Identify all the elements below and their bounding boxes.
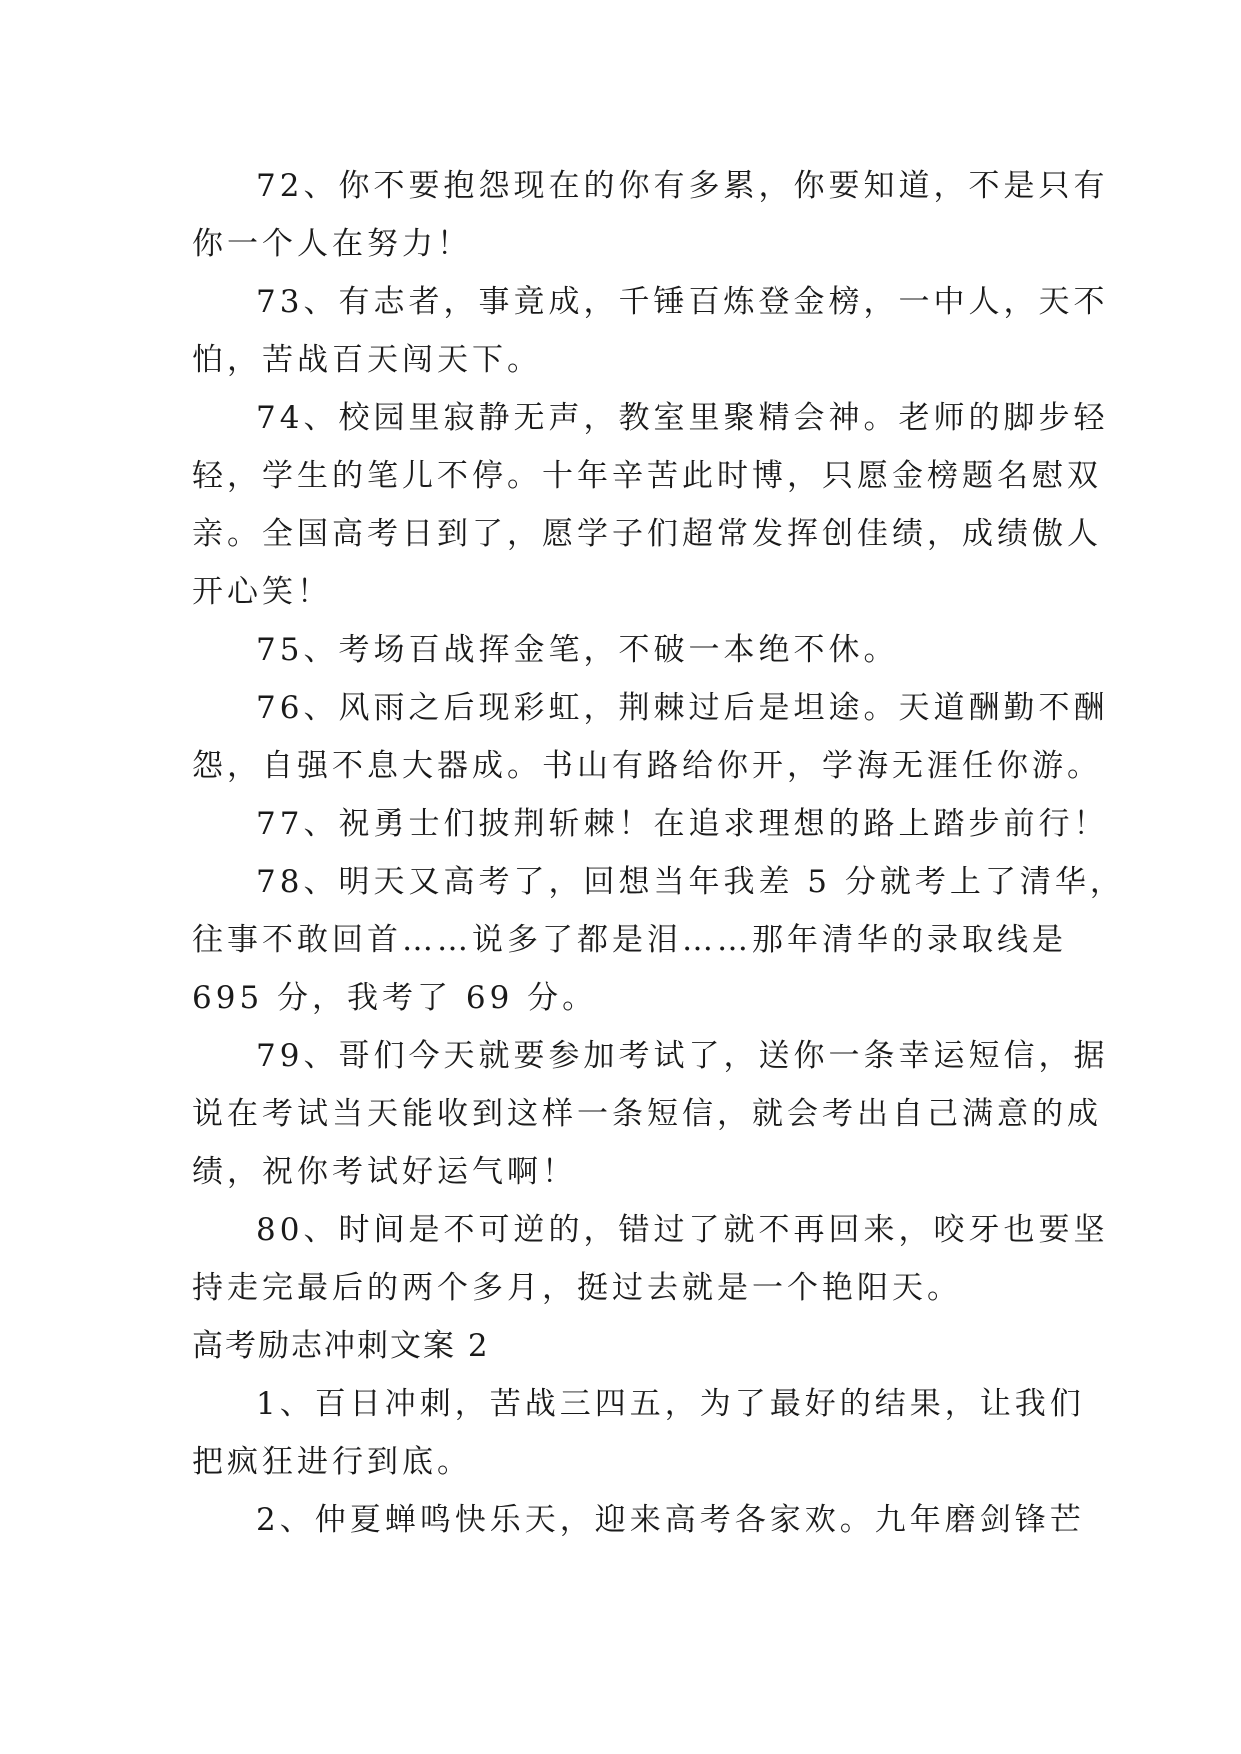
paragraph-73-line-1: 73、有志者，事竟成，千锤百炼登金榜，一中人，天不 <box>256 284 1109 320</box>
paragraph-76-line-2: 怨，自强不息大器成。书山有路给你开，学海无涯任你游。 <box>192 748 1102 784</box>
paragraph-1-line-1: 1、百日冲刺，苦战三四五，为了最好的结果，让我们 <box>256 1386 1085 1422</box>
paragraph-1-line-2: 把疯狂进行到底。 <box>192 1444 472 1480</box>
paragraph-80-line-1: 80、时间是不可逆的，错过了就不再回来，咬牙也要坚 <box>256 1212 1109 1248</box>
paragraph-76-line-1: 76、风雨之后现彩虹，荆棘过后是坦途。天道酬勤不酬 <box>256 690 1109 726</box>
paragraph-80-line-2: 持走完最后的两个多月，挺过去就是一个艳阳天。 <box>192 1270 962 1306</box>
paragraph-75-line-1: 75、考场百战挥金笔，不破一本绝不休。 <box>256 632 899 668</box>
paragraph-74-line-4: 开心笑！ <box>192 574 332 610</box>
paragraph-74-line-2: 轻，学生的笔儿不停。十年辛苦此时博，只愿金榜题名慰双 <box>192 458 1102 494</box>
section-heading: 高考励志冲刺文案 2 <box>192 1328 490 1364</box>
paragraph-72-line-2: 你一个人在努力！ <box>192 226 472 262</box>
paragraph-74-line-1: 74、校园里寂静无声，教室里聚精会神。老师的脚步轻 <box>256 400 1109 436</box>
paragraph-79-line-2: 说在考试当天能收到这样一条短信，就会考出自己满意的成 <box>192 1096 1102 1132</box>
paragraph-79-line-1: 79、哥们今天就要参加考试了，送你一条幸运短信，据 <box>256 1038 1109 1074</box>
paragraph-77-line-1: 77、祝勇士们披荆斩棘！在追求理想的路上踏步前行！ <box>256 806 1109 842</box>
paragraph-74-line-3: 亲。全国高考日到了，愿学子们超常发挥创佳绩，成绩傲人 <box>192 516 1102 552</box>
paragraph-78-line-1: 78、明天又高考了，回想当年我差 5 分就考上了清华， <box>256 864 1125 900</box>
paragraph-2-line-1: 2、仲夏蝉鸣快乐天，迎来高考各家欢。九年磨剑锋芒 <box>256 1502 1085 1538</box>
paragraph-79-line-3: 绩，祝你考试好运气啊！ <box>192 1154 577 1190</box>
paragraph-78-line-3: 695 分，我考了 69 分。 <box>192 980 598 1016</box>
paragraph-78-line-2: 往事不敢回首……说多了都是泪……那年清华的录取线是 <box>192 922 1067 958</box>
paragraph-72-line-1: 72、你不要抱怨现在的你有多累，你要知道，不是只有 <box>256 168 1109 204</box>
paragraph-73-line-2: 怕，苦战百天闯天下。 <box>192 342 542 378</box>
